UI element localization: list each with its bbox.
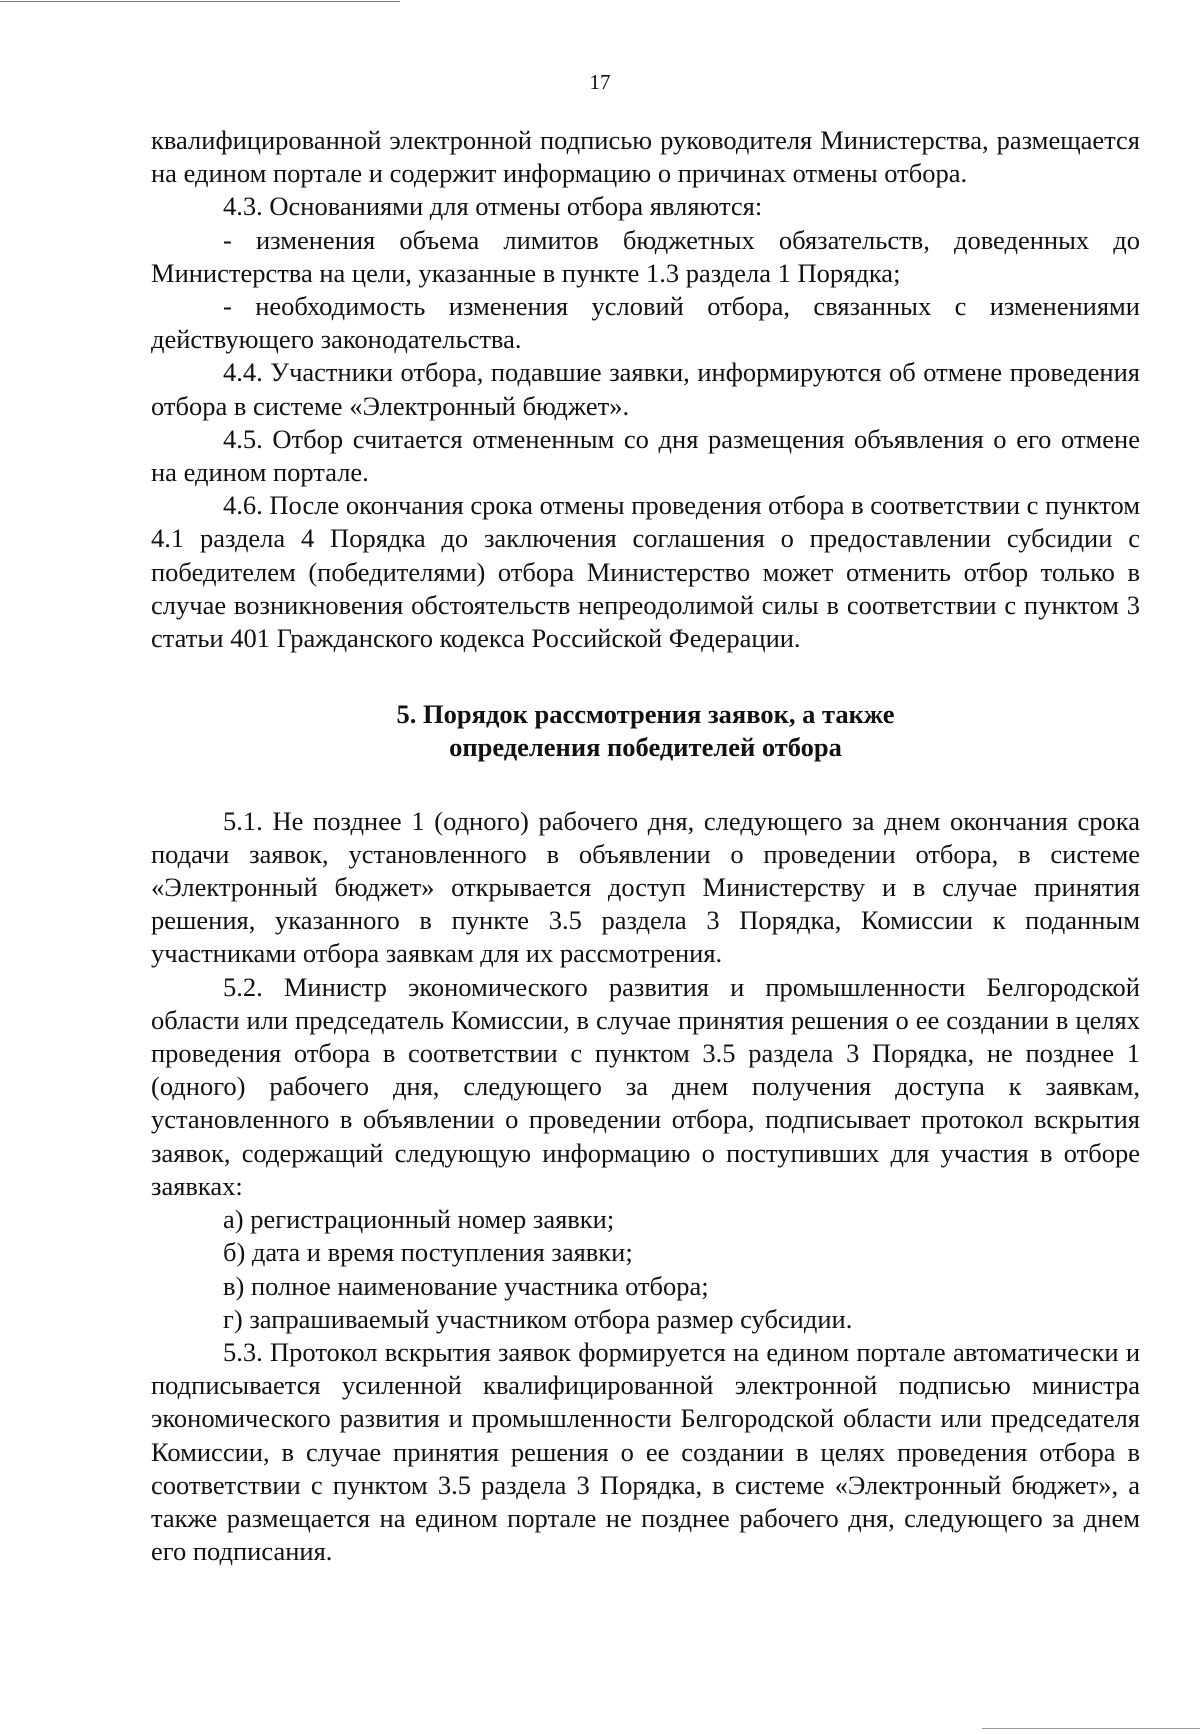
section-heading — [151, 698, 1140, 764]
section-paragraphs — [151, 805, 1140, 1569]
list-item: б) дата и время поступления заявки; — [223, 1237, 633, 1268]
paragraph: квалифицированной электронной подписью руководителя Министерства, размещается на едином портале и содержит информацию о причинах отмены отбора. — [151, 125, 1140, 189]
document-body — [151, 124, 1140, 1568]
paragraph-5-2: 5.2. Министр экономического развития и промышленности Белгородской области или председатель Комиссии, в случае принятия решения о ее создании в целях проведения отбора в соответствии с пунктом 3.5 раздела 3 Порядка, не позднее 1 (одного) рабочего дня, следующего за днем получения доступа к заявкам, установленного в объявлении о проведении отбора, подписывает протокол вскрытия заявок, содержащий следующую информацию о поступивших для участия в отборе заявках: — [151, 971, 1140, 1201]
paragraph-4-4: 4.4. Участники отбора, подавшие заявки, информируются об отмене проведения отбора в системе «Электронный бюджет». — [151, 357, 1140, 421]
scan-edge-line-top — [0, 1, 400, 2]
list-item: - необходимость изменения условий отбора, связанных с изменениями действующего законодательства. — [151, 291, 1140, 355]
section-heading-line: определения победителей отбора — [449, 732, 842, 763]
paragraph-4-3: 4.3. Основаниями для отмены отбора являются: — [223, 191, 763, 222]
list-item: г) запрашиваемый участником отбора размер субсидии. — [223, 1303, 853, 1334]
paragraph-4-6: 4.6. После окончания срока отмены проведения отбора в соответствии с пунктом 4.1 раздела 4 Порядка до заключения соглашения о предоставлении субсидии с победителем (победителями) отбора Министерство может отменить отбор только в случае возникновения обстоятельств непреодолимой силы в соответствии с пунктом 3 статьи 401 Гражданского кодекса Российской Федерации. — [151, 490, 1140, 654]
paragraph-5-1: 5.1. Не позднее 1 (одного) рабочего дня, следующего за днем окончания срока подачи заявок, установленного в объявлении о проведении отбора, в системе «Электронный бюджет» открывается доступ Министерству и в случае принятия решения, указанного в пункте 3.5 раздела 3 Порядка, Комиссии к поданным участниками отбора заявкам для их рассмотрения. — [151, 805, 1140, 969]
list-item: в) полное наименование участника отбора; — [223, 1270, 709, 1301]
page-number: 17 — [589, 70, 611, 94]
top-paragraphs — [151, 124, 1140, 655]
section-heading-line: 5. Порядок рассмотрения заявок, а также — [396, 699, 895, 730]
list-item: - изменения объема лимитов бюджетных обязательств, доведенных до Министерства на цели, указанные в пункте 1.3 раздела 1 Порядка; — [151, 224, 1140, 288]
list-item: а) регистрационный номер заявки; — [223, 1204, 615, 1235]
paragraph-4-5: 4.5. Отбор считается отмененным со дня размещения объявления о его отмене на едином портале. — [151, 423, 1140, 488]
scan-edge-line-bottom — [982, 1728, 1200, 1729]
paragraph-5-3: 5.3. Протокол вскрытия заявок формируется на едином портале автоматически и подписывается усиленной квалифицированной электронной подписью министра экономического развития и промышленности Белгородской области или председателя Комиссии, в случае принятия решения о ее создании в целях проведения отбора в соответствии с пунктом 3.5 раздела 3 Порядка, в системе «Электронный бюджет», а также размещается на едином портале не позднее рабочего дня, следующего за днем его подписания. — [151, 1336, 1140, 1567]
